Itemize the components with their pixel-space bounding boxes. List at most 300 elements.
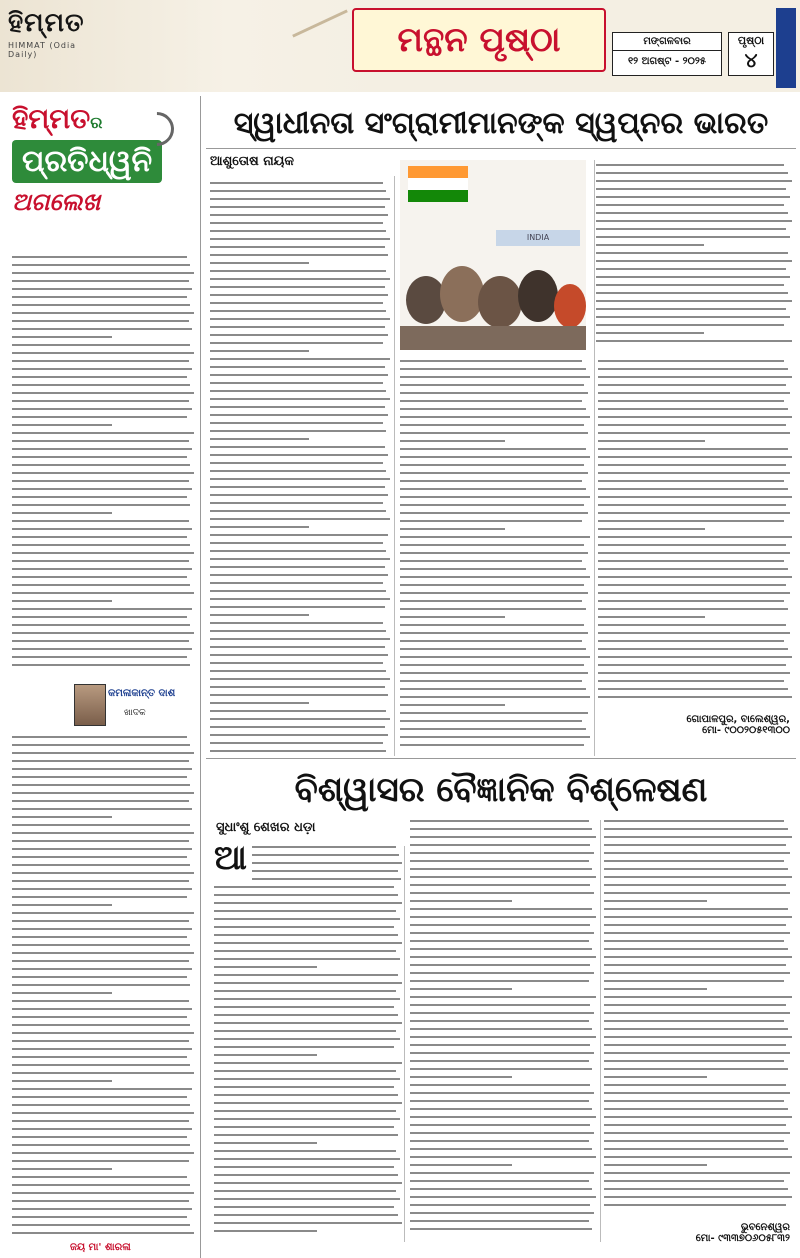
body-text-line (12, 816, 112, 818)
body-text-line (12, 272, 194, 274)
body-text-line (210, 278, 390, 280)
body-text-line (210, 462, 383, 464)
body-text-line (400, 712, 588, 714)
body-text-line (598, 480, 784, 482)
body-text-line (12, 928, 192, 930)
body-text-line (12, 336, 112, 338)
body-text-line (210, 230, 386, 232)
body-text-line (12, 776, 187, 778)
body-text-line (604, 828, 788, 830)
body-text-line (596, 308, 786, 310)
body-text-line (596, 300, 792, 302)
body-text-line (410, 1148, 592, 1150)
article-1-headline[interactable] (206, 100, 796, 149)
body-text-line (214, 934, 398, 936)
body-text-line (400, 480, 582, 482)
artwork-banner: INDIA (496, 230, 580, 246)
body-text-line (410, 1124, 590, 1126)
body-text-line (12, 392, 194, 394)
body-text-line (214, 958, 400, 960)
body-text-line (12, 736, 187, 738)
body-text-line (210, 654, 388, 656)
body-text-line (400, 632, 588, 634)
body-text-line (604, 972, 790, 974)
body-text-line (410, 1076, 512, 1078)
body-text-line (410, 1052, 594, 1054)
weekday: ମଙ୍ଗଳବାର (613, 33, 721, 51)
body-text-line (12, 440, 189, 442)
body-text-line (410, 972, 594, 974)
body-text-line (210, 262, 309, 264)
body-text-line (214, 966, 317, 968)
body-text-line (12, 1120, 189, 1122)
body-text-line (400, 704, 505, 706)
body-text-line (252, 854, 399, 856)
body-text-line (210, 270, 386, 272)
body-text-line (210, 526, 309, 528)
body-text-line (598, 400, 784, 402)
body-text-line (604, 1068, 788, 1070)
body-text-line (596, 228, 786, 230)
section-divider (206, 758, 796, 759)
body-text-line (12, 480, 189, 482)
body-text-line (210, 670, 386, 672)
body-text-line (214, 1022, 402, 1024)
body-text-line (400, 528, 505, 530)
body-text-line (12, 656, 187, 658)
body-text-line (214, 1158, 400, 1160)
body-text-line (214, 1110, 396, 1112)
body-text-line (604, 1036, 792, 1038)
body-text-line (400, 640, 582, 642)
body-text-line (400, 560, 582, 562)
body-text-line (410, 916, 596, 918)
body-text-line (400, 688, 586, 690)
article-1-signoff-place: ଗୋପାଳପୁର, ବାଲେଶ୍ୱର, (686, 714, 790, 725)
body-text-line (596, 220, 792, 222)
body-text-line (410, 1220, 589, 1222)
body-text-line (400, 400, 582, 402)
body-text-line (214, 1142, 317, 1144)
body-text-line (410, 1036, 596, 1038)
date-box (612, 32, 722, 76)
body-text-line (598, 664, 786, 666)
body-text-line (214, 926, 394, 928)
body-text-line (604, 1020, 784, 1022)
logo-subtitle: HIMMAT (Odia Daily) (8, 41, 77, 59)
body-text-line (210, 438, 309, 440)
body-text-line (598, 600, 784, 602)
body-text-line (12, 640, 189, 642)
section-title: ମନ୍ଥନ ପୃଷ୍ଠା (397, 20, 561, 60)
body-text-line (12, 944, 190, 946)
body-text-line (12, 320, 189, 322)
body-text-line (210, 710, 386, 712)
body-text-line (598, 464, 786, 466)
body-text-line (12, 448, 192, 450)
body-text-line (214, 1150, 396, 1152)
body-text-line (598, 424, 786, 426)
body-text-line (12, 856, 187, 858)
body-text-line (210, 182, 383, 184)
body-text-line (12, 424, 112, 426)
column-rule (594, 160, 595, 756)
body-text-line (214, 1038, 400, 1040)
body-text-line (598, 624, 786, 626)
body-text-line (410, 852, 594, 854)
body-text-line (598, 616, 705, 618)
body-text-line (598, 512, 790, 514)
body-text-line (598, 432, 790, 434)
body-text-line (210, 686, 385, 688)
body-text-line (12, 1008, 192, 1010)
body-text-line (12, 328, 192, 330)
body-text-line (604, 1012, 790, 1014)
body-text-line (604, 1044, 786, 1046)
body-text-line (598, 496, 792, 498)
body-text-line (604, 1028, 788, 1030)
body-text-line (598, 560, 784, 562)
body-text-line (12, 1192, 194, 1194)
article-2-signoff (604, 1222, 790, 1244)
body-text-line (598, 384, 786, 386)
logo-text: ହିମ୍ମତ (8, 8, 85, 38)
newspaper-logo[interactable] (8, 8, 98, 68)
article-2-dropcap: ଆ (214, 838, 247, 878)
body-text-line (604, 836, 792, 838)
column-pratidhwani (0, 96, 201, 1258)
body-text-line (596, 212, 788, 214)
body-text-line (12, 528, 192, 530)
body-text-line (210, 326, 385, 328)
body-text-line (596, 260, 792, 262)
body-text-line (604, 1180, 784, 1182)
page-number: ୪ (744, 48, 758, 72)
body-text-line (410, 1172, 594, 1174)
body-text-line (604, 1100, 784, 1102)
column-author-role: ଖାଦକ (124, 708, 146, 718)
body-text-line (12, 416, 187, 418)
body-text-line (12, 808, 192, 810)
body-text-line (410, 1068, 592, 1070)
body-text-line (604, 964, 786, 966)
body-text-line (598, 696, 792, 698)
body-text-line (400, 648, 586, 650)
article-1-signoff (604, 714, 790, 736)
body-text-line (210, 286, 385, 288)
body-text-line (12, 552, 194, 554)
body-text-line (214, 902, 402, 904)
body-text-line (400, 552, 588, 554)
body-text-line (12, 1136, 187, 1138)
body-text-line (210, 750, 386, 752)
article-2-byline: ସୁଧାଂଶୁ ଶେଖର ଧଡ଼ା (216, 820, 316, 835)
body-text-line (596, 316, 790, 318)
body-text-line (12, 384, 190, 386)
body-text-line (400, 424, 584, 426)
body-text-line (410, 956, 596, 958)
body-text-line (400, 568, 586, 570)
body-text-line (12, 608, 192, 610)
body-text-line (210, 510, 386, 512)
body-text-line (410, 1188, 592, 1190)
body-text-line (214, 982, 402, 984)
body-text-line (598, 688, 788, 690)
body-text-line (410, 1164, 512, 1166)
body-text-line (210, 606, 385, 608)
body-text-line (604, 1140, 784, 1142)
body-text-line (12, 368, 192, 370)
body-text-line (400, 432, 588, 434)
body-text-line (12, 1104, 190, 1106)
freedom-fighters-illustration (400, 160, 586, 350)
body-text-line (410, 924, 590, 926)
body-text-line (604, 988, 707, 990)
article-1-byline: ଆଶୁତୋଷ ନାୟକ (210, 154, 295, 169)
body-text-line (210, 566, 385, 568)
body-text-line (596, 268, 786, 270)
body-text-line (596, 236, 790, 238)
body-text-line (210, 334, 388, 336)
body-text-line (210, 614, 309, 616)
body-text-line (12, 888, 192, 890)
body-text-line (604, 892, 790, 894)
body-text-line (410, 996, 596, 998)
body-text-line (400, 520, 582, 522)
body-text-line (596, 188, 786, 190)
body-text-line (598, 488, 788, 490)
body-text-line (12, 1024, 190, 1026)
body-text-line (12, 848, 192, 850)
body-text-line (12, 456, 187, 458)
body-text-line (12, 624, 190, 626)
body-text-line (210, 742, 383, 744)
brand-suffix: ର (90, 113, 103, 132)
body-text-line (604, 1060, 784, 1062)
body-text-line (400, 472, 588, 474)
body-text-line (12, 1160, 189, 1162)
body-text-line (596, 276, 790, 278)
body-text-line (12, 1040, 189, 1042)
body-text-line (214, 942, 402, 944)
body-text-line (210, 198, 390, 200)
brand-line-3: ଅଗଲେଖ (12, 187, 101, 216)
body-text-line (12, 1088, 192, 1090)
body-text-line (410, 1180, 589, 1182)
body-text-line (210, 358, 390, 360)
body-text-line (12, 400, 189, 402)
body-text-line (400, 384, 584, 386)
body-text-line (12, 800, 189, 802)
body-text-line (12, 288, 192, 290)
body-text-line (400, 360, 582, 362)
body-text-line (12, 976, 187, 978)
body-text-line (214, 1118, 400, 1120)
body-text-line (598, 368, 788, 370)
body-text-line (604, 956, 792, 958)
body-text-line (604, 1188, 788, 1190)
body-text-line (210, 206, 385, 208)
body-text-line (12, 864, 190, 866)
body-text-line (210, 486, 385, 488)
body-text-line (410, 932, 594, 934)
body-text-line (598, 416, 792, 418)
article-1-column-3 (598, 360, 792, 710)
body-text-line (400, 728, 586, 730)
body-text-line (210, 254, 388, 256)
body-text-line (12, 784, 190, 786)
body-text-line (214, 1086, 394, 1088)
body-text-line (410, 1084, 590, 1086)
column-brand (12, 102, 194, 242)
body-text-line (214, 1046, 394, 1048)
body-text-line (598, 608, 788, 610)
body-text-line (12, 496, 187, 498)
body-text-line (12, 1080, 112, 1082)
body-text-line (210, 494, 388, 496)
article-1-column-1 (210, 176, 390, 756)
body-text-line (12, 592, 194, 594)
body-text-line (12, 296, 187, 298)
body-text-line (12, 880, 189, 882)
body-text-line (410, 876, 596, 878)
body-text-line (210, 726, 385, 728)
body-text-line (12, 968, 192, 970)
body-text-line (598, 440, 705, 442)
body-text-line (210, 502, 383, 504)
body-text-line (400, 736, 590, 738)
body-text-line (604, 940, 784, 942)
body-text-line (12, 1200, 189, 1202)
body-text-line (210, 222, 383, 224)
body-text-line (598, 680, 784, 682)
body-text-line (12, 936, 187, 938)
body-text-line (210, 694, 388, 696)
body-text-line (12, 1184, 190, 1186)
body-text-line (214, 1054, 317, 1056)
body-text-line (604, 1108, 788, 1110)
body-text-line (12, 912, 194, 914)
column-rule (600, 820, 601, 1242)
body-text-line (12, 1096, 187, 1098)
body-text-line (410, 1156, 596, 1158)
body-text-line (598, 376, 792, 378)
body-text-line (12, 1152, 194, 1154)
body-text-line (210, 622, 383, 624)
body-text-line (598, 576, 792, 578)
body-text-line (210, 582, 383, 584)
body-text-line (210, 470, 386, 472)
body-text-line (12, 344, 190, 346)
body-text-line (214, 1006, 394, 1008)
body-text-line (12, 792, 194, 794)
issue-date: ୧୨ ଅଗଷ୍ଟ - ୨୦୨୫ (627, 56, 707, 67)
body-text-line (598, 448, 788, 450)
body-text-line (604, 1052, 790, 1054)
body-text-line (410, 828, 592, 830)
article-1-column-3-top (596, 160, 792, 350)
body-text-line (604, 852, 790, 854)
body-text-line (210, 366, 385, 368)
body-text-line (214, 990, 396, 992)
article-2-column-1 (214, 886, 402, 1242)
body-text-line (210, 414, 388, 416)
body-text-line (598, 520, 784, 522)
body-text-line (604, 1164, 707, 1166)
body-text-line (210, 374, 388, 376)
body-text-line (12, 464, 190, 466)
body-text-line (12, 768, 192, 770)
body-text-line (400, 680, 582, 682)
body-text-line (12, 568, 192, 570)
body-text-line (210, 550, 386, 552)
body-text-line (12, 376, 187, 378)
body-text-line (252, 870, 398, 872)
body-text-line (596, 172, 788, 174)
body-text-line (12, 960, 189, 962)
column-body-text (12, 256, 194, 676)
body-text-line (604, 820, 784, 822)
article-2-headline[interactable] (206, 764, 796, 816)
body-text-line (210, 430, 386, 432)
body-text-line (210, 446, 385, 448)
body-text-line (12, 1064, 190, 1066)
body-text-line (210, 238, 390, 240)
body-text-line (12, 616, 187, 618)
body-text-line (214, 1206, 394, 1208)
body-text-line (12, 1216, 187, 1218)
body-text-line (210, 534, 388, 536)
body-text-line (12, 984, 190, 986)
body-text-line (604, 1124, 786, 1126)
body-text-line (252, 846, 396, 848)
body-text-line (400, 464, 584, 466)
body-text-line (410, 940, 589, 942)
body-text-line (596, 252, 788, 254)
body-text-line (410, 1212, 594, 1214)
body-text-line (596, 332, 704, 334)
body-text-line (596, 284, 784, 286)
body-text-line (604, 1092, 790, 1094)
body-text-line (400, 368, 586, 370)
body-text-line (410, 1004, 590, 1006)
body-text-line (400, 456, 590, 458)
body-text-line (214, 1166, 394, 1168)
body-text-line (410, 860, 589, 862)
body-text-line (598, 360, 784, 362)
body-text-line (252, 862, 402, 864)
body-text-line (12, 1176, 187, 1178)
body-text-line (604, 860, 784, 862)
body-text-line (12, 512, 112, 514)
body-text-line (604, 1156, 792, 1158)
body-text-line (12, 600, 112, 602)
body-text-line (210, 390, 386, 392)
body-text-line (12, 504, 190, 506)
body-text-line (210, 454, 388, 456)
body-text-line (12, 432, 194, 434)
body-text-line (210, 718, 390, 720)
body-text-line (596, 324, 784, 326)
article-2-column-3 (604, 820, 792, 1220)
body-text-line (214, 998, 400, 1000)
body-text-line (400, 616, 505, 618)
body-text-line (604, 868, 788, 870)
body-text-line (12, 1144, 190, 1146)
body-text-line (410, 820, 589, 822)
body-text-line (12, 920, 189, 922)
body-text-line (604, 1148, 788, 1150)
